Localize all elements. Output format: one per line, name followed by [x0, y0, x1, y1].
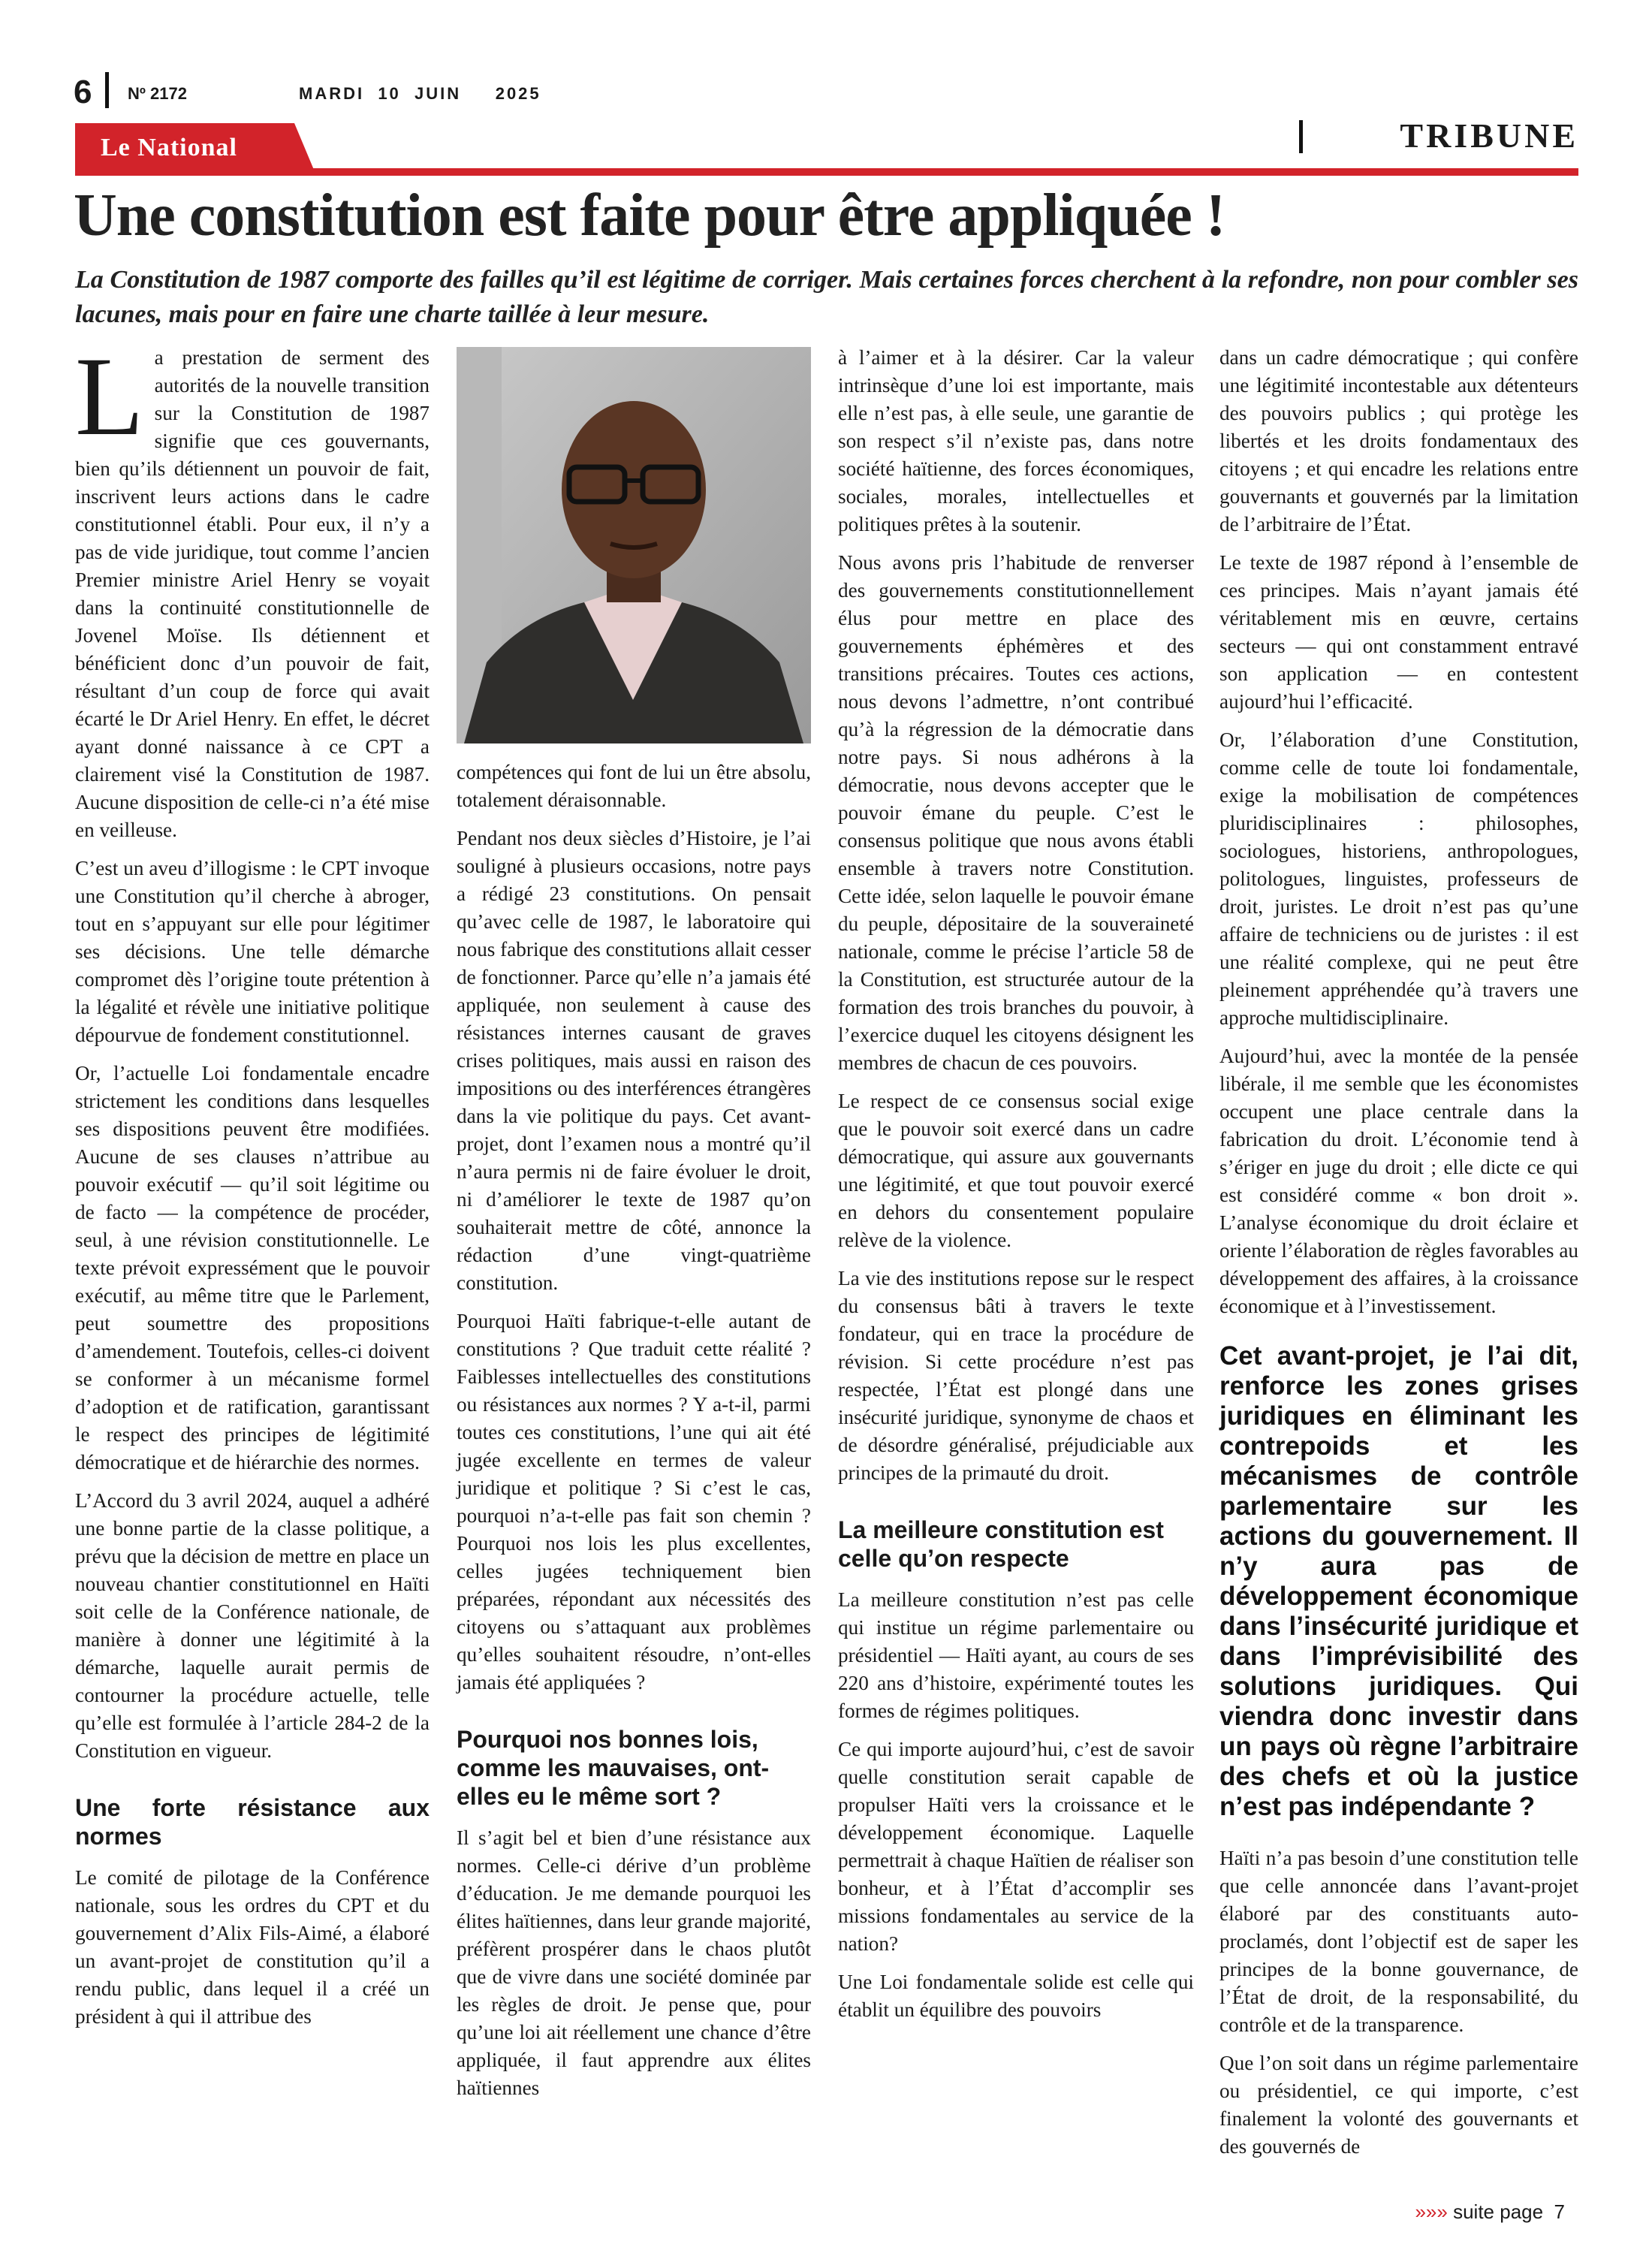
header-rule	[75, 168, 1578, 176]
paragraph-text: a prestation de serment des autorités de la nouvelle transition sur la Constitution de 1987 signifie que ces gouvernants, bien qu’ils détiennent un pouvoir de fait, inscrivent leurs actions dans le cadre constitutionnel établi. Pour eux, il n’y a pas de vide juridique, tout comme l’ancien Premier ministre Ariel Henry se voyait dans la continuité constitutionnelle de Jovenel Moïse. Ils détiennent et bénéficient donc d’un pouvoir de fait, résultant d’un coup de force qui avait écarté le Dr Ariel Henry. En effet, le décret ayant donné naissance à ce CPT a clairement visé la Constitution de 1987. Aucune disposition de celle-ci n’a été mise en veilleuse.	[75, 346, 430, 841]
paragraph	[75, 334, 430, 844]
paragraph: Il s’agit bel et bien d’une résistance aux normes. Celle-ci dérive d’un problème d’éducation. Je me demande pourquoi les élites haïtiennes, dans leur grande majorité, préfèrent prospérer dans le chaos plutôt que de vivre dans une société dominée par les règles de droit. Je pense que, pour qu’une loi ait réellement une chance d’être appliquée, il faut apprendre aux élites haïtiennes	[457, 1826, 811, 2099]
paragraph: compétences qui font de lui un être absolu, totalement déraisonnable.	[457, 761, 811, 811]
column-4	[1219, 344, 1578, 2171]
continuation-link[interactable]	[1415, 2200, 1565, 2224]
section-divider	[1299, 120, 1303, 153]
paragraph: Que l’on soit dans un régime parlementaire ou présidentiel, ce qui importe, c’est finalement la volonté des gouvernants et des gouvernés de	[1219, 2052, 1578, 2158]
paragraph: Pendant nos deux siècles d’Histoire, je l’ai souligné à plusieurs occasions, notre pays a rédigé 23 constitutions. On pensait qu’avec celle de 1987, le laboratoire qui nous fabrique des constitutions allait cesser de fonctionner. Parce qu’elle n’a jamais été appliquée, non seulement à cause des résistances internes causant de graves crises politiques, mais aussi en raison des impositions ou des interférences étrangères dans la vie politique du pays. Cet avant-projet, dont l’examen nous a montré qu’il n’aura permis ni de faire évoluer le droit, ni d’améliorer le texte de 1987 qu’on souhaiterait mettre de côté, annonce la rédaction d’une vingt-quatrième constitution.	[457, 827, 811, 1294]
issue-date: MARDI 10 JUIN 2025	[299, 84, 541, 103]
paragraph: L’Accord du 3 avril 2024, auquel a adhéré une bonne partie de la classe politique, a prévu que la décision de mettre en place un nouveau chantier constitutionnel en Haïti soit celle de la Conférence nationale, de manière à donner une légitimité à la démarche, laquelle aurait permis de contourner la procédure actuelle, telle qu’elle est formulée à l’article 284-2 de la Constitution en vigueur.	[75, 1489, 430, 1762]
header-divider	[105, 72, 109, 108]
paragraph: Nous avons pris l’habitude de renverser des gouvernements constitutionnellement élus pour mettre en place des gouvernements éphémères et des transitions précaires. Toutes ces actions, nous devons l’admettre, n’ont contribué qu’à la régression de la démocratie dans notre pays. Si nous adhérons à la démocratie, nous devons accepter que le pouvoir émane du peuple. C’est le consensus politique que nous avons établi ensemble à travers notre Constitution. Cette idée, selon laquelle le pouvoir émane du peuple, dépositaire de la souveraineté nationale, comme le précise l’article 58 de la Constitution, est structurée autour de la formation des trois branches du pouvoir, à l’exercice duquel les citoyens désignent les membres de chacun de ces pouvoirs.	[838, 551, 1194, 1074]
pull-quote: Cet avant-projet, je l’ai dit, renforce les zones grises juridiques en éliminant les contrepoids et les mécanismes de contrôle parlementaire sur les actions du gouvernement. Il n’y aura pas de développement économique dans l’insécurité juridique et dans l’imprévisibilité des solutions juridiques. Qui viendra donc investir dans un pays où règne l’arbitraire des chefs et où la justice n’est pas indépendante ?	[1219, 1341, 1578, 1821]
paragraph: dans un cadre démocratique ; qui confère une légitimité incontestable aux détenteurs des pouvoirs publics ; qui protège les libertés et les droits fondamentaux des citoyens ; et qui encadre les relations entre gouvernants et gouvernés par la limitation de l’arbitraire de l’État.	[1219, 346, 1578, 535]
paragraph: La vie des institutions repose sur le respect du consensus bâti à travers le texte fondateur, qui en trace la procédure de révision. Si cette procédure n’est pas respectée, l’État est plongé dans une insécurité juridique, synonyme de chaos et de désordre généralisé, préjudiciable aux principes de la primauté du droit.	[838, 1267, 1194, 1484]
paragraph: Aujourd’hui, avec la montée de la pensée libérale, il me semble que les économistes occupent une place centrale dans la fabrication du droit. L’économie tend à s’ériger en juge du droit ; elle dicte ce qui est considéré comme « bon droit ». L’analyse économique du droit éclaire et oriente l’élaboration de règles favorables au développement des affaires, à la croissance économique et à l’investissement.	[1219, 1045, 1578, 1317]
issue-number: Nº 2172	[128, 84, 187, 103]
paragraph: Or, l’élaboration d’une Constitution, comme celle de toute loi fondamentale, exige la mobilisation de compétences pluridisciplinaires : philosophes, sociologues, historiens, anthropologues, politologues, linguistes, professeurs de droit, juristes. Le droit n’est pas qu’une affaire de techniciens ou de juristes : il est une réalité complexe, qui ne peut être pleinement appréhendée qu’à travers une approche multidisciplinaire.	[1219, 728, 1578, 1029]
paragraph: Le respect de ce consensus social exige que le pouvoir soit exercé dans un cadre démocratique, qui assure aux gouvernants une légitimité, et que tout pouvoir exercé en dehors du consentement populaire relève de la violence.	[838, 1090, 1194, 1251]
subheading: Pourquoi nos bonnes lois, comme les mauvaises, ont-elles eu le même sort ?	[457, 1726, 770, 1810]
brand-banner	[75, 123, 314, 170]
paragraph: à l’aimer et à la désirer. Car la valeur intrinsèque d’une loi est importante, mais elle n’est pas, à elle seule, une garantie de son respect s’il n’existe pas, dans notre société haïtienne, des forces économiques, sociales, morales, intellectuelles et politiques prêtes à la soutenir.	[838, 346, 1194, 535]
continuation-page: 7	[1554, 2200, 1565, 2223]
column-2	[457, 759, 811, 2113]
brand-name: Le National	[101, 134, 237, 161]
paragraph: Une Loi fondamentale solide est celle qui établit un équilibre des pouvoirs	[838, 1971, 1194, 2021]
subheading: La meilleure constitution est celle qu’on respecte	[838, 1516, 1164, 1572]
column-3	[838, 344, 1194, 2034]
article-title: Une constitution est faite pour être appliquée !	[74, 182, 1225, 249]
article-deck: La Constitution de 1987 comporte des failles qu’il est légitime de corriger. Mais certaines forces cherchent à la refondre, non pour combler ses lacunes, mais pour en faire une charte taillée à leur mesure.	[75, 266, 1578, 328]
paragraph: Pourquoi Haïti fabrique-t-elle autant de constitutions ? Que traduit cette réalité ? Faiblesses intellectuelles des constitutions ou résistances aux normes ? Y a-t-il, parmi toutes ces constitutions, l’une qui ait été jugée excellente en termes de valeur juridique et politique ? Si c’est le cas, pourquoi n’a-t-elle pas fait son chemin ? Pourquoi nos lois les plus excellentes, celles jugées techniquement bien préparées, répondant aux nécessités des citoyens ou s’attaquant aux problèmes qu’elles souhaitent résoudre, n’ont-elles jamais été appliquées ?	[457, 1310, 811, 1694]
author-photo	[457, 347, 811, 743]
continuation-text: suite page	[1453, 2200, 1544, 2223]
paragraph: C’est un aveu d’illogisme : le CPT invoque une Constitution qu’il cherche à abroger, tout en s’appuyant sur elle pour légitimer ses décisions. Une telle démarche compromet dès l’origine toute prétention à la légalité et révèle une initiative politique dépourvue de fondement constitutionnel.	[75, 857, 430, 1046]
paragraph: Haïti n’a pas besoin d’une constitution telle que celle annoncée dans l’avant-projet élaboré par des constituants auto-proclamés, dont l’objectif est de saper les principes de la bonne gouvernance, de l’État de droit, de la responsabilité, du contrôle et de la transparence.	[1219, 1847, 1578, 2036]
paragraph: La meilleure constitution n’est pas celle qui institue un régime parlementaire ou présidentiel — Haïti ayant, au cours de ses 220 ans d’histoire, expérimenté toutes les formes de régimes politiques.	[838, 1588, 1194, 1722]
continuation-arrows: »»»	[1415, 2200, 1448, 2223]
paragraph: Le texte de 1987 répond à l’ensemble de ces principes. Mais n’ayant jamais été véritablement mis en œuvre, certains secteurs — qui ont constamment entravé son application — en contestent aujourd’hui l’efficacité.	[1219, 551, 1578, 713]
paragraph: Or, l’actuelle Loi fondamentale encadre strictement les conditions dans lesquelles ses dispositions peuvent être modifiées. Aucune de ses clauses n’attribue au pouvoir exécutif — qu’il soit légitime ou de facto — la compétence de procéder, seul, à une révision constitutionnelle. Le texte prévoit expressément que le pouvoir exécutif, au même titre que le Parlement, peut soumettre des propositions d’amendement. Toutefois, celles-ci doivent se conformer à un mécanisme formel d’adoption et de ratification, garantissant le respect des principes de légitimité démocratique et de hiérarchie des normes.	[75, 1062, 430, 1473]
paragraph: Le comité de pilotage de la Conférence nationale, sous les ordres du CPT et du gouvernement d’Alix Fils-Aimé, a élaboré un avant-projet de constitution qu’il a rendu public, dans lequel il a créé un président à qui il attribue des	[75, 1866, 430, 2028]
paragraph: Ce qui importe aujourd’hui, c’est de savoir quelle constitution serait capable de propulser Haïti vers la croissance et le développement économique. Laquelle permettrait à chaque Haïtien de réaliser son bonheur, et à l’État d’accomplir ses missions fondamentales au service de la nation?	[838, 1738, 1194, 1955]
column-1	[75, 334, 430, 2041]
page-number: 6	[74, 74, 92, 110]
drop-cap: L	[75, 334, 144, 459]
section-label: TRIBUNE	[1400, 116, 1578, 155]
subheading: Une forte résistance aux normes	[75, 1794, 430, 1850]
